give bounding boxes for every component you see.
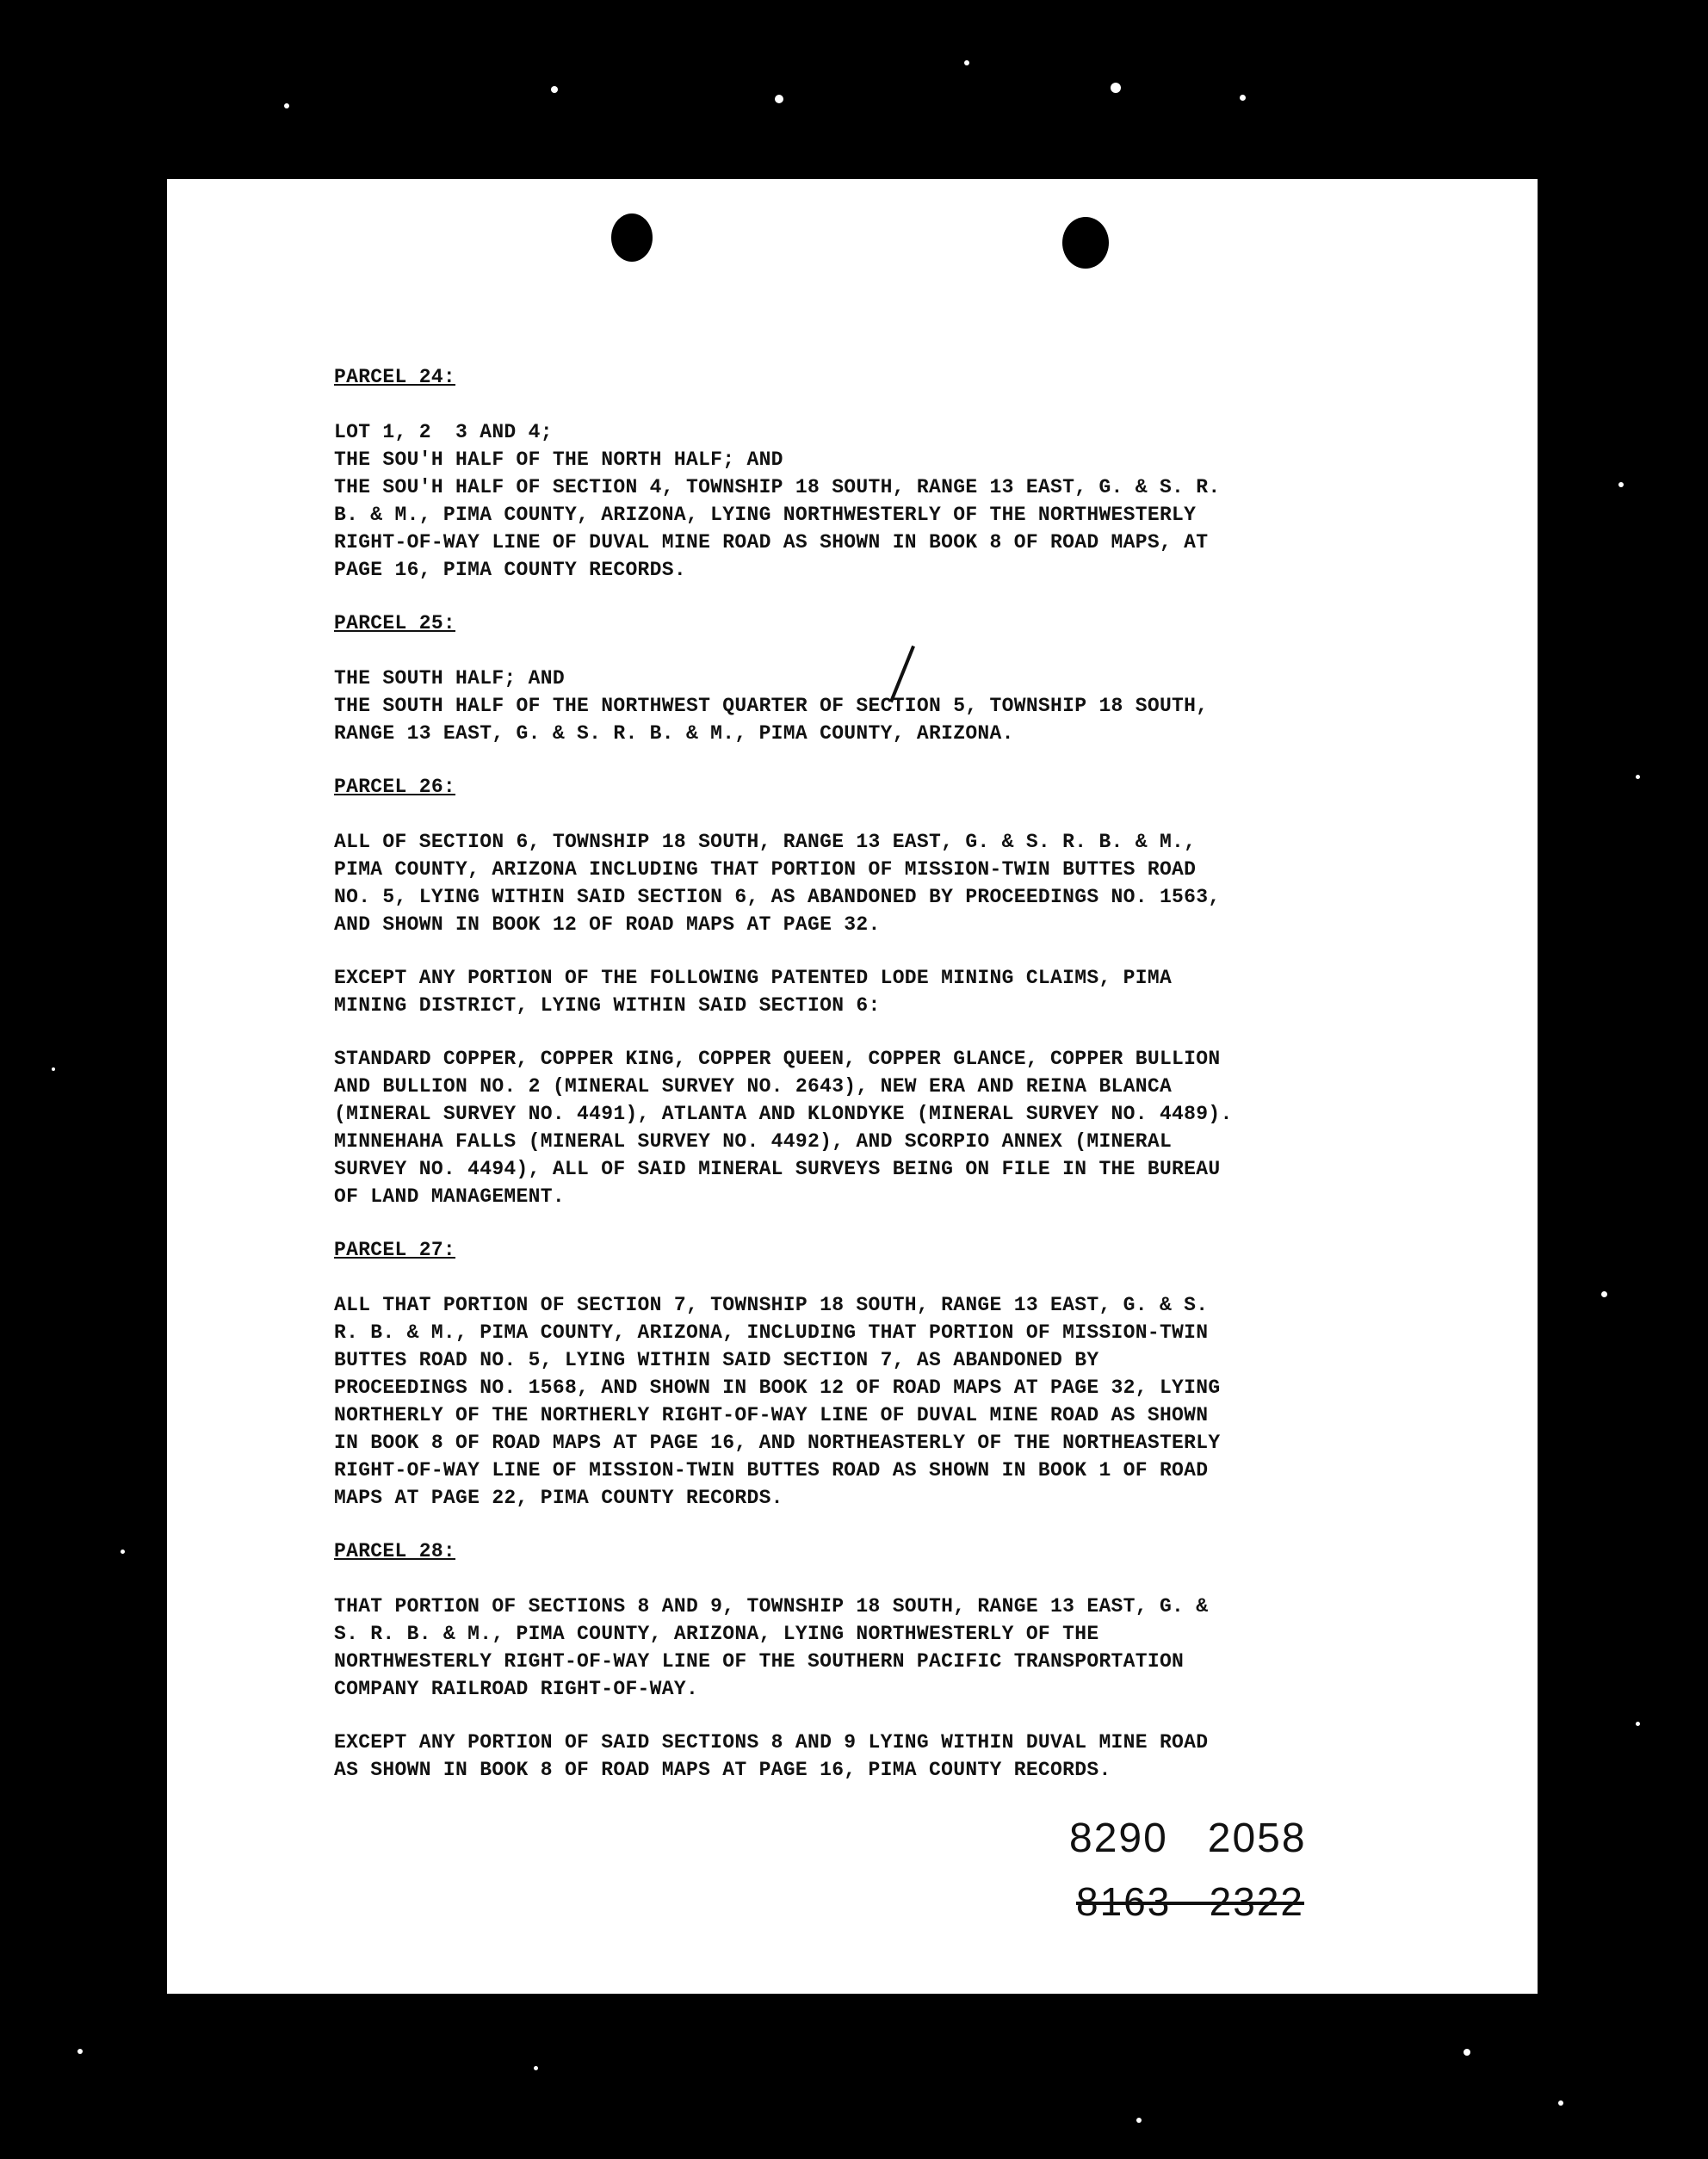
parcel-paragraph	[334, 1045, 1470, 1210]
parcel-section	[334, 773, 1470, 1210]
parcel-section	[334, 609, 1470, 747]
text-line: MAPS AT PAGE 22, PIMA COUNTY RECORDS.	[334, 1487, 783, 1509]
parcel-paragraph	[334, 665, 1470, 747]
text-line: PIMA COUNTY, ARIZONA INCLUDING THAT PORTION OF MISSION-TWIN BUTTES ROAD	[334, 858, 1197, 881]
text-line: AS SHOWN IN BOOK 8 OF ROAD MAPS AT PAGE 16, PIMA COUNTY RECORDS.	[334, 1759, 1111, 1781]
scan-speck	[1618, 482, 1624, 487]
text-line: SURVEY NO. 4494), ALL OF SAID MINERAL SURVEYS BEING ON FILE IN THE BUREAU	[334, 1158, 1221, 1180]
scan-speck	[534, 2066, 538, 2070]
scan-speck	[551, 86, 558, 93]
text-line: (MINERAL SURVEY NO. 4491), ATLANTA AND KLONDYKE (MINERAL SURVEY NO. 4489).	[334, 1103, 1233, 1125]
text-line: ALL OF SECTION 6, TOWNSHIP 18 SOUTH, RANGE 13 EAST, G. & S. R. B. & M.,	[334, 831, 1197, 853]
scan-speck	[775, 95, 783, 103]
text-line: MINNEHAHA FALLS (MINERAL SURVEY NO. 4492), AND SCORPIO ANNEX (MINERAL	[334, 1130, 1173, 1153]
parcel-paragraph	[334, 1729, 1470, 1784]
parcel-paragraph	[334, 418, 1470, 584]
parcel-paragraph	[334, 1291, 1470, 1512]
text-line: ALL THAT PORTION OF SECTION 7, TOWNSHIP 18 SOUTH, RANGE 13 EAST, G. & S.	[334, 1294, 1209, 1316]
paragraph-gap	[334, 1703, 1470, 1729]
text-line: NORTHWESTERLY RIGHT-OF-WAY LINE OF THE SOUTHERN PACIFIC TRANSPORTATION	[334, 1650, 1185, 1673]
text-line: AND BULLION NO. 2 (MINERAL SURVEY NO. 2643), NEW ERA AND REINA BLANCA	[334, 1075, 1173, 1098]
parcel-paragraph	[334, 964, 1470, 1019]
text-line: PROCEEDINGS NO. 1568, AND SHOWN IN BOOK 12 OF ROAD MAPS AT PAGE 32, LYING	[334, 1376, 1221, 1399]
scan-speck	[1636, 775, 1640, 779]
text-line: COMPANY RAILROAD RIGHT-OF-WAY.	[334, 1678, 699, 1700]
paragraph-gap	[334, 1019, 1470, 1045]
text-line: AND SHOWN IN BOOK 12 OF ROAD MAPS AT PAGE 32.	[334, 913, 881, 936]
parcel-section	[334, 1236, 1470, 1512]
text-line: THAT PORTION OF SECTIONS 8 AND 9, TOWNSHIP 18 SOUTH, RANGE 13 EAST, G. &	[334, 1595, 1209, 1618]
text-line: PAGE 16, PIMA COUNTY RECORDS.	[334, 559, 686, 581]
scan-speck	[1240, 95, 1246, 101]
scan-speck	[121, 1550, 125, 1554]
scan-speck	[1601, 1291, 1607, 1297]
scan-speck	[77, 2049, 83, 2054]
parcel-heading: PARCEL 26:	[334, 776, 456, 798]
text-line: STANDARD COPPER, COPPER KING, COPPER QUEEN, COPPER GLANCE, COPPER BULLION	[334, 1048, 1221, 1070]
scan-speck	[181, 207, 185, 211]
scan-speck	[1111, 83, 1121, 93]
scan-speck	[1558, 2100, 1563, 2106]
book-page-number: 8290 2058	[1069, 1816, 1307, 1861]
text-line: THE SOU'H HALF OF THE NORTH HALF; AND	[334, 449, 783, 471]
text-line: THE SOUTH HALF OF THE NORTHWEST QUARTER OF SECTION 5, TOWNSHIP 18 SOUTH,	[334, 695, 1209, 717]
parcel-section	[334, 1537, 1470, 1784]
paragraph-gap	[334, 938, 1470, 964]
parcel-heading: PARCEL 24:	[334, 366, 456, 388]
text-line: BUTTES ROAD NO. 5, LYING WITHIN SAID SECTION 7, AS ABANDONED BY	[334, 1349, 1099, 1371]
text-line: RANGE 13 EAST, G. & S. R. B. & M., PIMA COUNTY, ARIZONA.	[334, 722, 1014, 745]
text-line: EXCEPT ANY PORTION OF SAID SECTIONS 8 AND 9 LYING WITHIN DUVAL MINE ROAD	[334, 1731, 1209, 1754]
text-line: OF LAND MANAGEMENT.	[334, 1185, 565, 1208]
text-line: NO. 5, LYING WITHIN SAID SECTION 6, AS ABANDONED BY PROCEEDINGS NO. 1563,	[334, 886, 1221, 908]
scan-speck	[1464, 2049, 1470, 2056]
scan-speck	[964, 60, 969, 65]
parcel-heading: PARCEL 25:	[334, 612, 456, 634]
text-line: RIGHT-OF-WAY LINE OF MISSION-TWIN BUTTES ROAD AS SHOWN IN BOOK 1 OF ROAD	[334, 1459, 1209, 1482]
text-line: NORTHERLY OF THE NORTHERLY RIGHT-OF-WAY LINE OF DUVAL MINE ROAD AS SHOWN	[334, 1404, 1209, 1426]
parcel-heading: PARCEL 27:	[334, 1239, 456, 1261]
scan-speck	[1636, 1722, 1640, 1726]
parcel-heading: PARCEL 28:	[334, 1540, 456, 1562]
superseded-book-page-number: 8163 2322	[1076, 1879, 1305, 1924]
scan-speck	[1136, 2118, 1142, 2123]
text-line: THE SOU'H HALF OF SECTION 4, TOWNSHIP 18 SOUTH, RANGE 13 EAST, G. & S. R.	[334, 476, 1221, 498]
scan-speck	[250, 258, 255, 263]
text-line: EXCEPT ANY PORTION OF THE FOLLOWING PATENTED LODE MINING CLAIMS, PIMA	[334, 967, 1173, 989]
text-line: LOT 1, 2 3 AND 4;	[334, 421, 553, 443]
scan-speck	[284, 103, 289, 108]
text-line: B. & M., PIMA COUNTY, ARIZONA, LYING NORTHWESTERLY OF THE NORTHWESTERLY	[334, 504, 1197, 526]
scan-speck	[310, 284, 313, 288]
text-line: IN BOOK 8 OF ROAD MAPS AT PAGE 16, AND NORTHEASTERLY OF THE NORTHEASTERLY	[334, 1432, 1221, 1454]
text-line: RIGHT-OF-WAY LINE OF DUVAL MINE ROAD AS SHOWN IN BOOK 8 OF ROAD MAPS, AT	[334, 531, 1209, 554]
text-line: R. B. & M., PIMA COUNTY, ARIZONA, INCLUDING THAT PORTION OF MISSION-TWIN	[334, 1321, 1209, 1344]
text-line: S. R. B. & M., PIMA COUNTY, ARIZONA, LYING NORTHWESTERLY OF THE	[334, 1623, 1099, 1645]
parcel-paragraph	[334, 1593, 1470, 1703]
text-line: THE SOUTH HALF; AND	[334, 667, 565, 690]
punch-hole-left	[611, 213, 653, 262]
paper-sheet	[167, 179, 1538, 1994]
legal-description	[334, 363, 1470, 1809]
parcel-section	[334, 363, 1470, 584]
text-line: MINING DISTRICT, LYING WITHIN SAID SECTION 6:	[334, 994, 881, 1017]
parcel-paragraph	[334, 828, 1470, 938]
punch-hole-right	[1062, 217, 1109, 269]
scan-speck	[52, 1067, 55, 1071]
